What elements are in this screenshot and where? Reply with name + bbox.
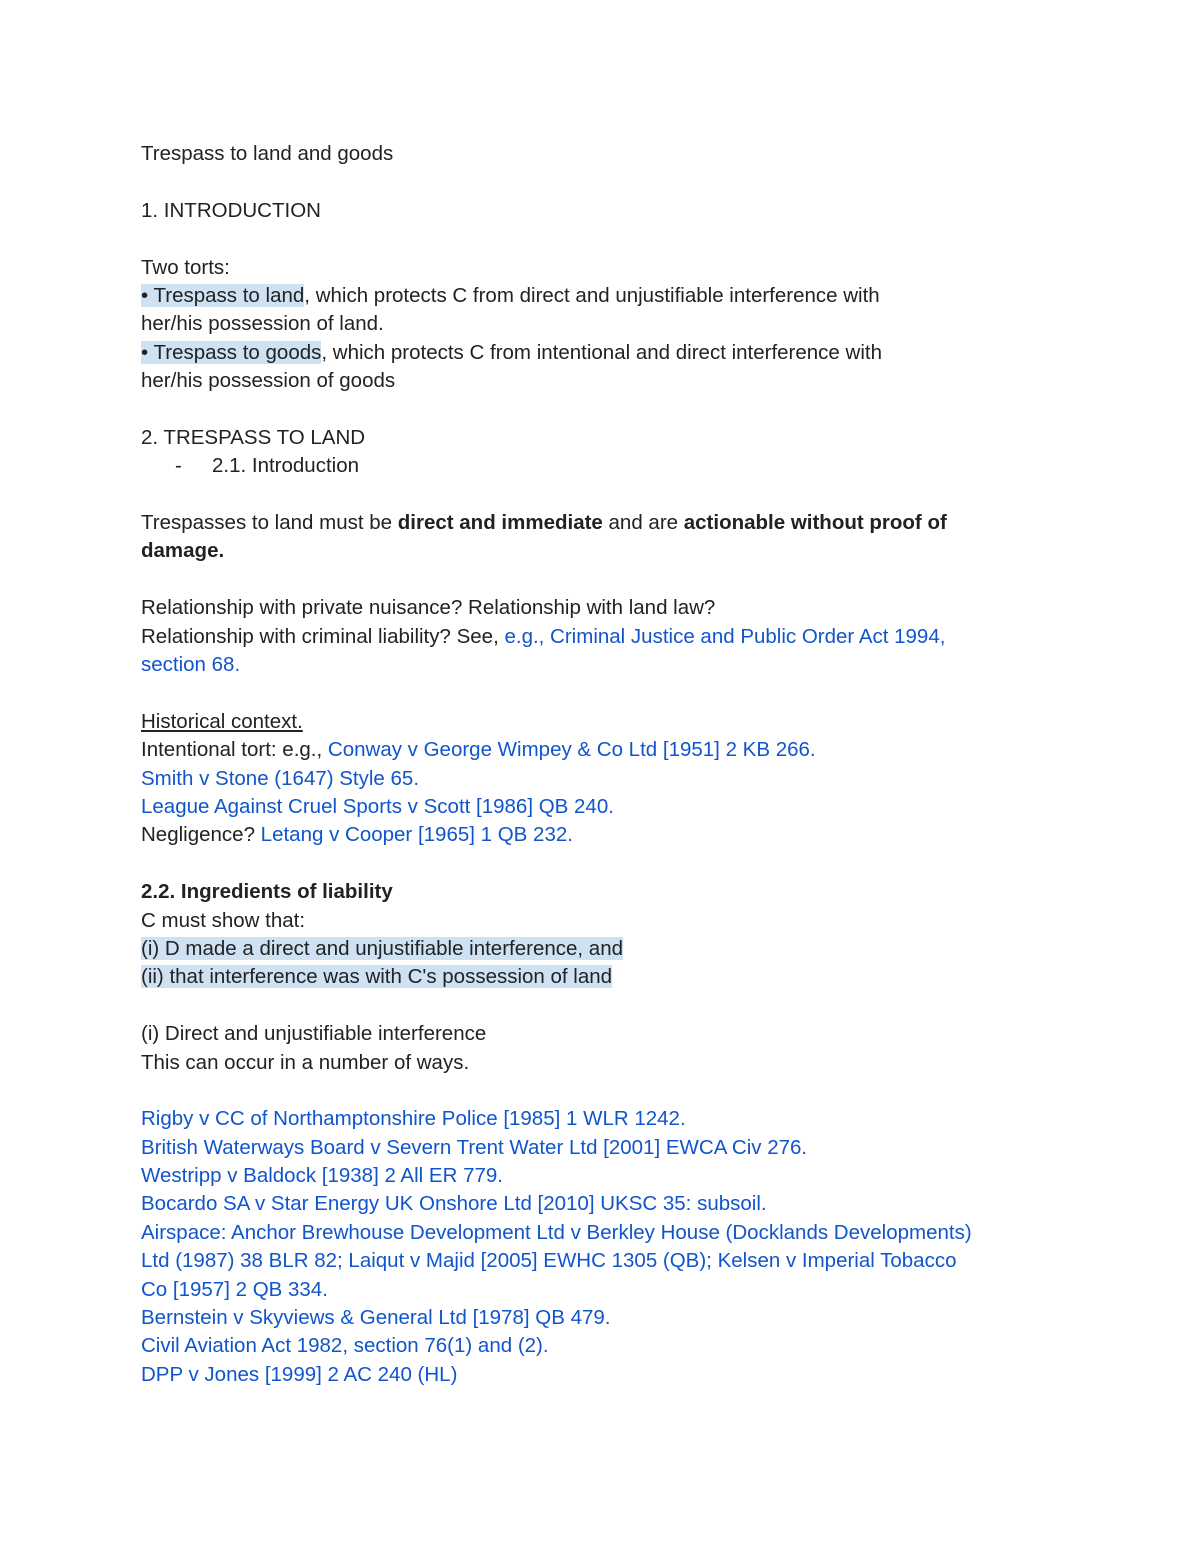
case-link[interactable]: Airspace: Anchor Brewhouse Development Ltd v Berkley House (Docklands Developments) — [141, 1220, 972, 1244]
land-bullet-continuation: her/his possession of land. — [141, 312, 384, 336]
case-link[interactable]: Westripp v Baldock [1938] 2 All ER 779. — [141, 1164, 503, 1188]
case-link[interactable]: Civil Aviation Act 1982, section 76(1) and (2). — [141, 1334, 549, 1358]
trespass-definition-line — [141, 509, 1041, 537]
trespass-to-land-highlight: • Trespass to land — [141, 283, 305, 307]
intentional-tort-line — [141, 736, 1041, 764]
land-bullet-line — [141, 282, 1041, 310]
historical-heading-line — [141, 708, 1041, 736]
goods-bullet-line — [141, 339, 1041, 367]
negligence-text: Negligence? — [141, 823, 261, 847]
relationship-line-1: Relationship with private nuisance? Relationship with land law? — [141, 596, 716, 620]
case-link[interactable]: Rigby v CC of Northamptonshire Police [1985] 1 WLR 1242. — [141, 1107, 686, 1131]
direct-immediate-bold: direct and immediate — [397, 511, 603, 535]
damage-bold: damage. — [141, 539, 225, 563]
list-dash: - — [175, 454, 182, 478]
ingredient-ii-highlight: (ii) that interference was with C's possession of land — [141, 965, 613, 989]
trespass-land-heading: 2. TRESPASS TO LAND — [141, 425, 366, 449]
section-68-link[interactable]: section 68. — [141, 653, 241, 677]
goods-bullet-text: , which protects C from intentional and direct interference with — [321, 340, 882, 364]
definition-text: and are — [602, 511, 684, 535]
letang-case-link[interactable]: Letang v Cooper [1965] 1 QB 232. — [260, 823, 573, 847]
ingredient-i-line — [141, 935, 1041, 963]
relationship-line-2 — [141, 623, 1041, 651]
ingredient-i-highlight: (i) D made a direct and unjustifiable interference, and — [141, 936, 624, 960]
trespass-to-goods-highlight: • Trespass to goods — [141, 340, 322, 364]
case-link[interactable]: Bernstein v Skyviews & General Ltd [1978] QB 479. — [141, 1306, 611, 1330]
case-link[interactable]: Co [1957] 2 QB 334. — [141, 1277, 328, 1301]
relationship-text: Relationship with criminal liability? See, — [141, 624, 505, 648]
must-show-text: C must show that: — [141, 908, 306, 932]
case-link[interactable]: DPP v Jones [1999] 2 AC 240 (HL) — [141, 1362, 458, 1386]
document-title: Trespass to land and goods — [141, 142, 394, 165]
direct-interference-heading: (i) Direct and unjustifiable interference — [141, 1022, 487, 1046]
intentional-text: Intentional tort: e.g., — [141, 738, 328, 762]
ingredients-heading: 2.2. Ingredients of liability — [141, 880, 393, 904]
document-body — [141, 140, 1041, 1389]
case-link[interactable]: Ltd (1987) 38 BLR 82; Laiqut v Majid [2005] EWHC 1305 (QB); Kelsen v Imperial Tobacco — [141, 1249, 957, 1273]
goods-bullet-continuation: her/his possession of goods — [141, 369, 396, 393]
definition-text: Trespasses to land must be — [141, 511, 398, 535]
case-link[interactable]: Bocardo SA v Star Energy UK Onshore Ltd [2010] UKSC 35: subsoil. — [141, 1192, 767, 1216]
historical-heading: Historical context. — [141, 709, 303, 733]
land-bullet-text: , which protects C from direct and unjustifiable interference with — [304, 283, 880, 307]
cjpoa-link[interactable]: e.g., Criminal Justice and Public Order Act 1994, — [504, 624, 946, 648]
smith-case-link[interactable]: Smith v Stone (1647) Style 65. — [141, 766, 420, 790]
actionable-bold: actionable without proof of — [683, 511, 947, 535]
ingredient-ii-line — [141, 963, 1041, 991]
conway-case-link[interactable]: Conway v George Wimpey & Co Ltd [1951] 2 KB 266. — [327, 738, 816, 762]
intro-heading: 1. INTRODUCTION — [141, 198, 321, 222]
two-torts-label: Two torts: — [141, 255, 230, 279]
subsection-intro-line — [141, 452, 1041, 480]
direct-interference-text: This can occur in a number of ways. — [141, 1050, 470, 1074]
negligence-line — [141, 821, 1041, 849]
case-link[interactable]: British Waterways Board v Severn Trent Water Ltd [2001] EWCA Civ 276. — [141, 1135, 808, 1159]
league-case-link[interactable]: League Against Cruel Sports v Scott [1986] QB 240. — [141, 794, 614, 818]
subsection-intro-label: 2.1. Introduction — [212, 454, 360, 478]
